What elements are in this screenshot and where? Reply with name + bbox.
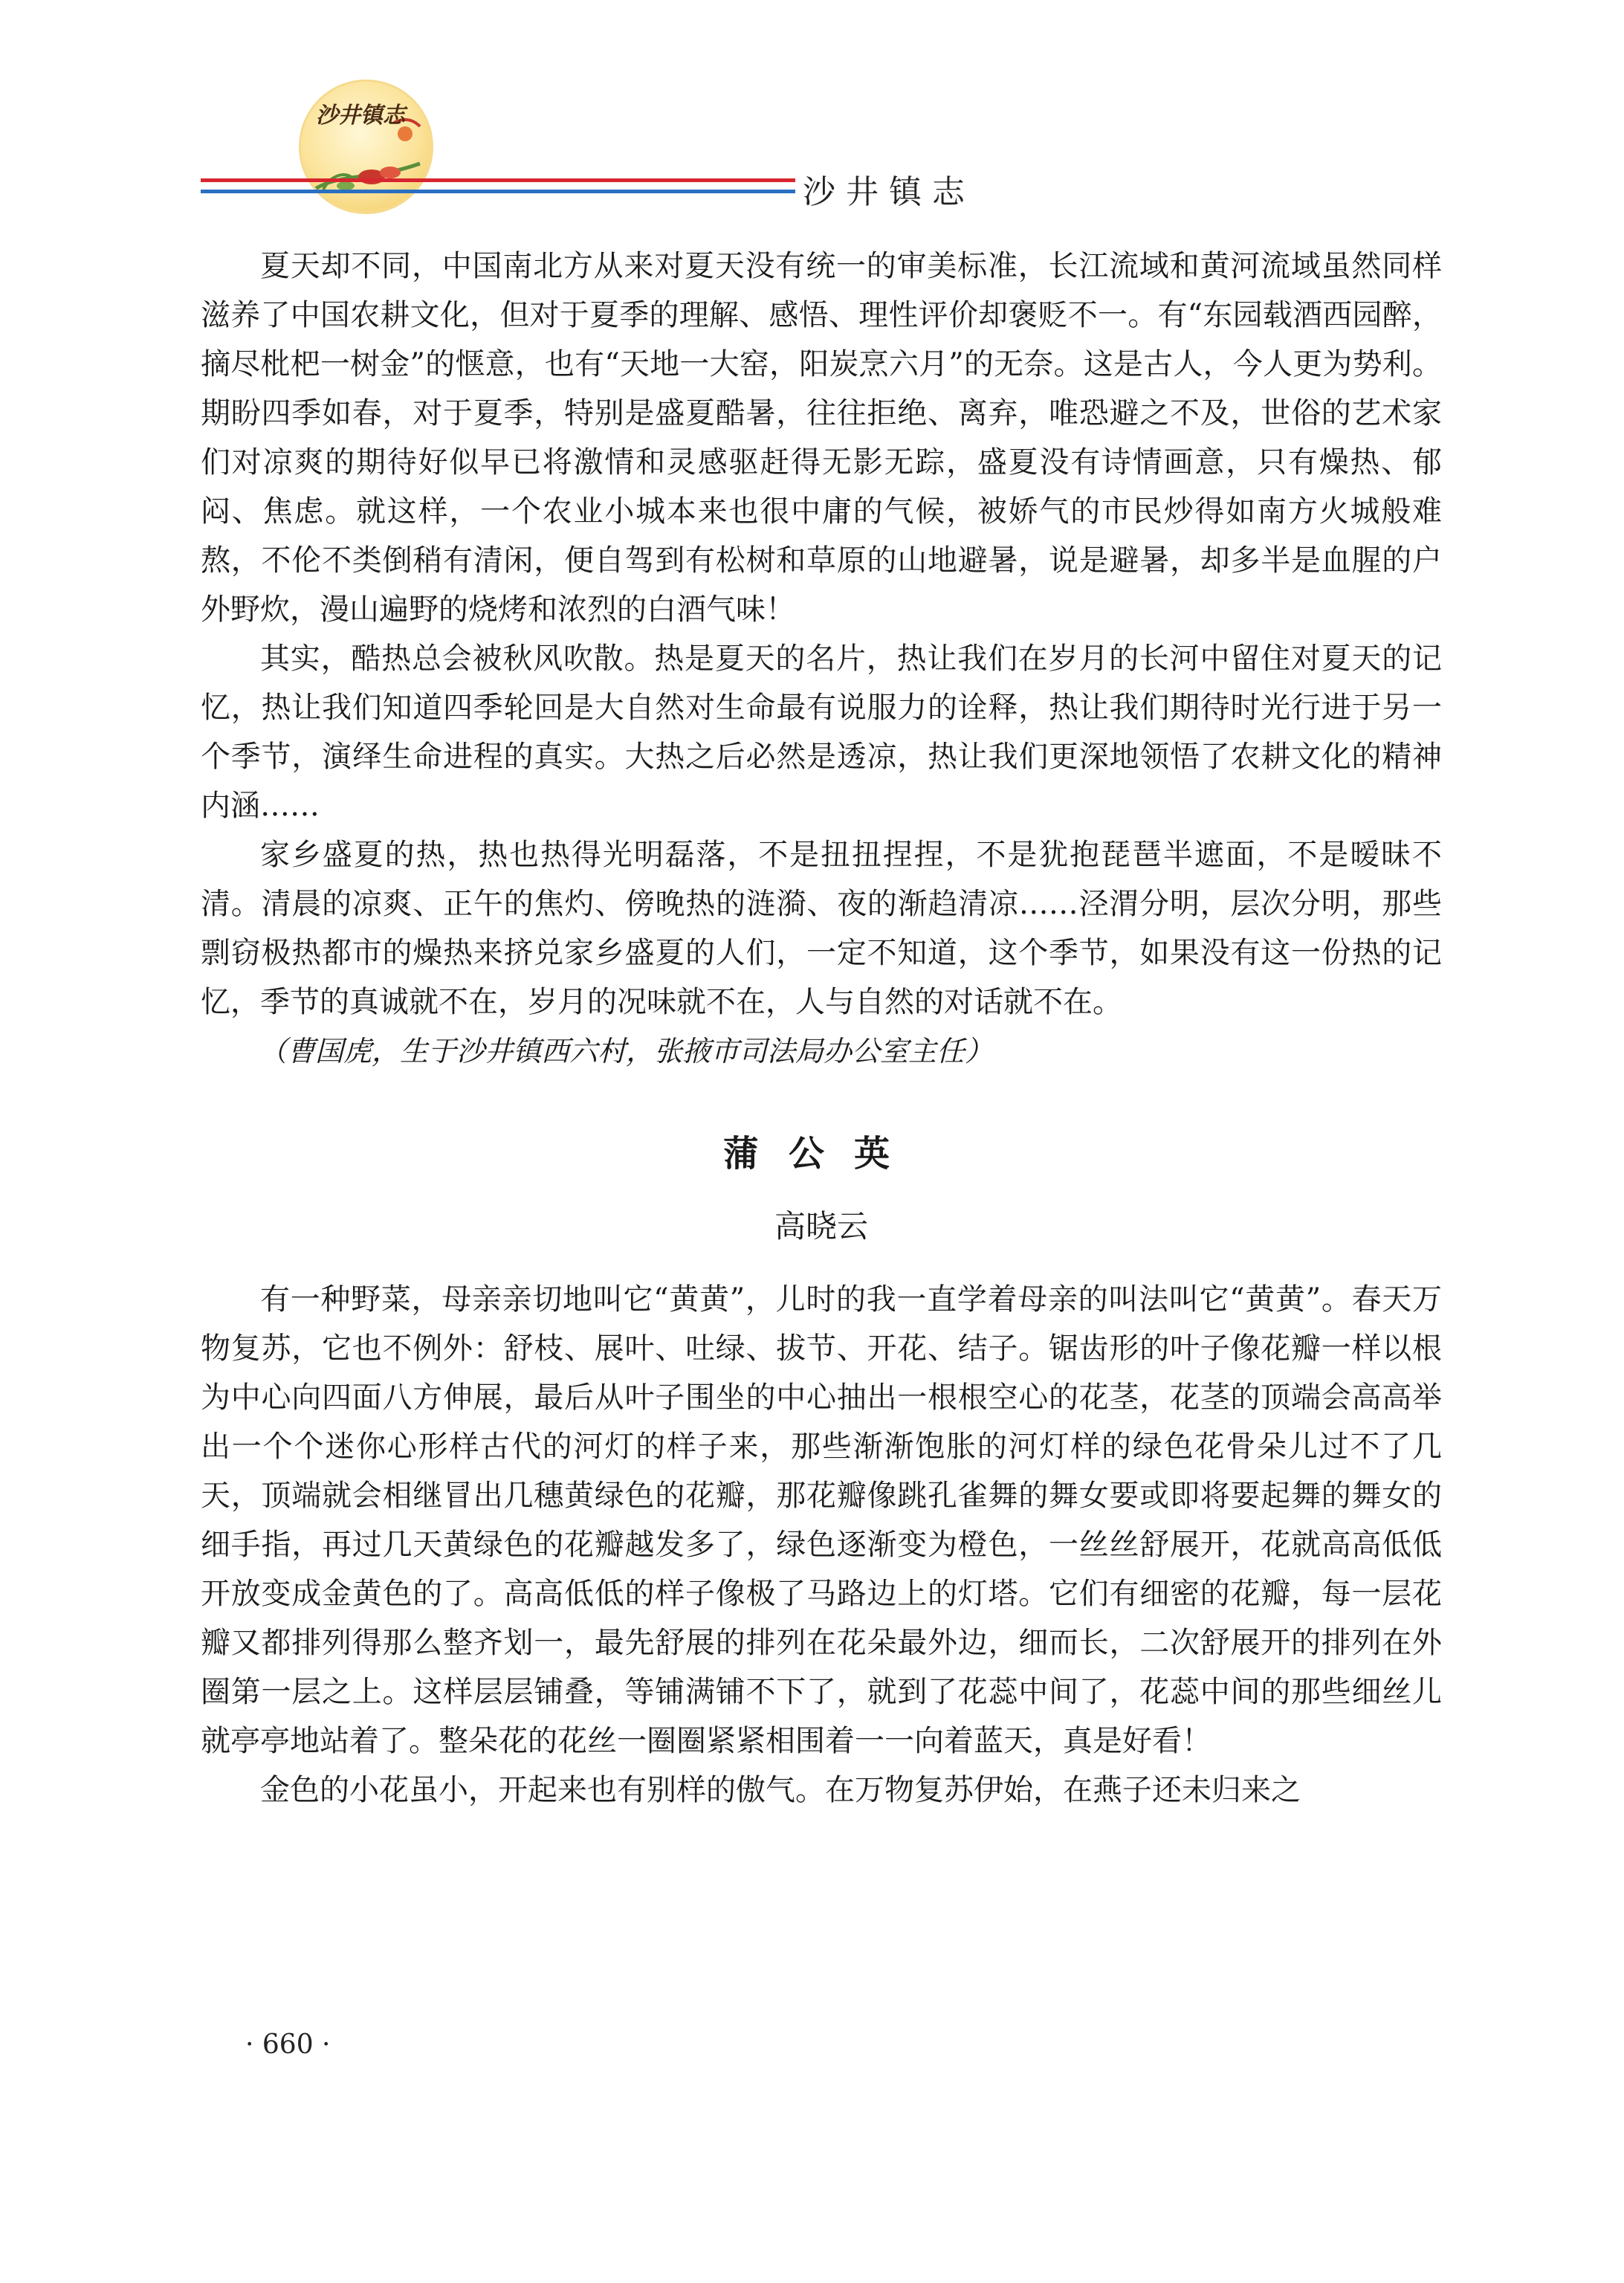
page-number: · 660 · [245, 2029, 331, 2060]
page-content [201, 242, 1442, 1815]
header-rule-blue [201, 190, 795, 193]
article1-paragraph-2: 其实，酷热总会被秋风吹散。热是夏天的名片，热让我们在岁月的长河中留住对夏天的记忆，热让我们知道四季轮回是大自然对生命最有说服力的诠释，热让我们期待时光行进于另一个季节，演绎生命进程的真实。大热之后必然是透凉，热让我们更深地领悟了农耕文化的精神内涵…… [201, 642, 1442, 823]
article2-paragraph-1: 有一种野菜，母亲亲切地叫它“黄黄”，儿时的我一直学着母亲的叫法叫它“黄黄”。春天万物复苏，它也不例外：舒枝、展叶、吐绿、拔节、开花、结子。锯齿形的叶子像花瓣一样以根为中心向四面八方伸展，最后从叶子围坐的中心抽出一根根空心的花茎，花茎的顶端会高高举出一个个迷你心形样古代的河灯的样子来，那些渐渐饱胀的河灯样的绿色花骨朵儿过不了几天，顶端就会相继冒出几穗黄绿色的花瓣，那花瓣像跳孔雀舞的舞女要或即将要起舞的舞女的细手指，再过几天黄绿色的花瓣越发多了，绿色逐渐变为橙色，一丝丝舒展开，花就高高低低开放变成金黄色的了。高高低低的样子像极了马路边上的灯塔。它们有细密的花瓣，每一层花瓣又都排列得那么整齐划一，最先舒展的排列在花朵最外边，细而长，二次舒展开的排列在外圈第一层之上。这样层层铺叠，等铺满铺不下了，就到了花蕊中间了，花蕊中间的那些细丝儿就亭亭地站着了。整朵花的花丝一圈圈紧紧相围着一一向着蓝天，真是好看！ [201, 1282, 1442, 1758]
logo-text: 沙井镇志 [316, 103, 405, 129]
article2-author: 高晓云 [774, 1208, 868, 1244]
page-header [0, 0, 1624, 216]
article2-title: 蒲公英 [722, 1133, 919, 1175]
author-note: （曹国虎，生于沙井镇西六村，张掖市司法局办公室主任） [259, 1035, 994, 1068]
article1-paragraph-3: 家乡盛夏的热，热也热得光明磊落，不是扭扭捏捏，不是犹抱琵琶半遮面，不是暧昧不清。清晨的凉爽、正午的焦灼、傍晚热的涟漪、夜的渐趋清凉……泾渭分明，层次分明，那些剽窃极热都市的燥热来挤兑家乡盛夏的人们，一定不知道，这个季节，如果没有这一份热的记忆，季节的真诚就不在，岁月的况味就不在，人与自然的对话就不在。 [201, 838, 1442, 1019]
header-rule-red [201, 178, 795, 182]
article2-paragraph-2: 金色的小花虽小，开起来也有别样的傲气。在万物复苏伊始，在燕子还未归来之 [260, 1773, 1301, 1807]
article1-paragraph-1: 夏天却不同，中国南北方从来对夏天没有统一的审美标准，长江流域和黄河流域虽然同样滋养了中国农耕文化，但对于夏季的理解、感悟、理性评价却褒贬不一。有“东园载酒西园醉，摘尽枇杷一树金”的惬意，也有“天地一大窑，阳炭烹六月”的无奈。这是古人，今人更为势利。期盼四季如春，对于夏季，特别是盛夏酷暑，往往拒绝、离弃，唯恐避之不及，世俗的艺术家们对凉爽的期待好似早已将激情和灵感驱赶得无影无踪，盛夏没有诗情画意，只有燥热、郁闷、焦虑。就这样，一个农业小城本来也很中庸的气候，被娇气的市民炒得如南方火城般难熬，不伦不类倒稍有清闲，便自驾到有松树和草原的山地避暑，说是避暑，却多半是血腥的户外野炊，漫山遍野的烧烤和浓烈的白酒气味！ [201, 249, 1442, 627]
running-header-title: 沙井镇志 [803, 173, 975, 211]
